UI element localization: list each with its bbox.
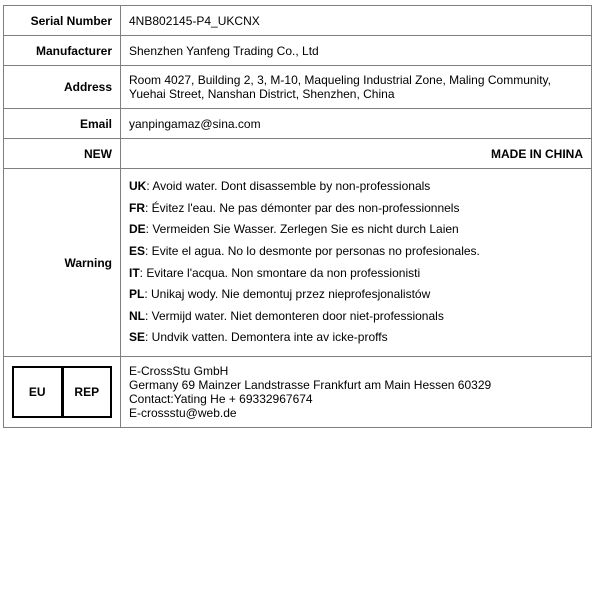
warning-language-code: IT — [129, 265, 140, 280]
eu-rep-row — [4, 357, 592, 428]
rep-badge-text: REP — [74, 385, 100, 399]
warning-item-uk — [129, 176, 583, 198]
manufacturer-value: Shenzhen Yanfeng Trading Co., Ltd — [121, 36, 592, 66]
warning-text: : Unikaj wody. Nie demontuj przez nieprofesjonalistów — [144, 287, 431, 302]
email-row — [4, 109, 592, 139]
rep-contact: Contact:Yating He + 69332967674 — [129, 392, 313, 406]
warning-text: : Vermijd water. Niet demonteren door niet-professionals — [145, 308, 444, 323]
warning-language-code: SE — [129, 330, 146, 345]
warning-language-code: FR — [129, 200, 145, 215]
warning-row — [4, 169, 592, 357]
warning-item-nl — [129, 306, 583, 328]
origin-row — [4, 139, 592, 169]
warning-text: : Avoid water. Dont disassemble by non-professionals — [146, 179, 431, 194]
serial-label: Serial Number — [4, 6, 121, 36]
warning-list — [129, 176, 583, 349]
warning-text: : Evitare l'acqua. Non smontare da non professionisti — [139, 265, 421, 280]
warning-text: : Évitez l'eau. Ne pas démonter par des non-professionnels — [145, 200, 460, 215]
warning-item-it — [129, 263, 583, 285]
serial-row — [4, 6, 592, 36]
warning-language-code: PL — [129, 287, 145, 302]
address-value — [121, 66, 592, 109]
product-label-table — [3, 5, 592, 428]
eu-badge-text: EU — [14, 368, 64, 416]
email-label: Email — [4, 109, 121, 139]
eu-rep-badge — [12, 366, 112, 418]
warning-text: : Undvik vatten. Demontera inte av icke-proffs — [145, 330, 388, 345]
eu-rep-details — [121, 357, 592, 428]
email-value: yanpingamaz@sina.com — [121, 109, 592, 139]
warning-item-es — [129, 241, 583, 263]
rep-email: E-crossstu@web.de — [129, 406, 237, 420]
warning-text: : Evite el agua. No lo desmonte por personas no profesionales. — [145, 243, 480, 258]
manufacturer-label: Manufacturer — [4, 36, 121, 66]
address-line-1: Room 4027, Building 2, 3, M-10, Maqueling Industrial Zone, Maling Community, — [129, 73, 551, 87]
warning-language-code: ES — [129, 243, 146, 258]
warning-language-code: DE — [129, 222, 146, 237]
warning-item-se — [129, 327, 583, 349]
rep-address: Germany 69 Mainzer Landstrasse Frankfurt am Main Hessen 60329 — [129, 378, 492, 392]
warning-item-pl — [129, 284, 583, 306]
address-line-2: Yuehai Street, Nanshan District, Shenzhen, China — [129, 87, 395, 101]
condition-label: NEW — [4, 139, 121, 169]
address-row — [4, 66, 592, 109]
serial-value: 4NB802145-P4_UKCNX — [121, 6, 592, 36]
manufacturer-row — [4, 36, 592, 66]
address-label: Address — [4, 66, 121, 109]
warning-text: : Vermeiden Sie Wasser. Zerlegen Sie es nicht durch Laien — [145, 222, 459, 237]
rep-company: E-CrossStu GmbH — [129, 364, 229, 378]
warning-item-fr — [129, 198, 583, 220]
warning-language-code: UK — [129, 179, 147, 194]
warning-language-code: NL — [129, 308, 145, 323]
made-in-label: MADE IN CHINA — [121, 139, 592, 169]
warning-cell — [121, 169, 592, 357]
warning-item-de — [129, 219, 583, 241]
eu-rep-badge-cell — [4, 357, 121, 428]
warning-label: Warning — [4, 169, 121, 357]
